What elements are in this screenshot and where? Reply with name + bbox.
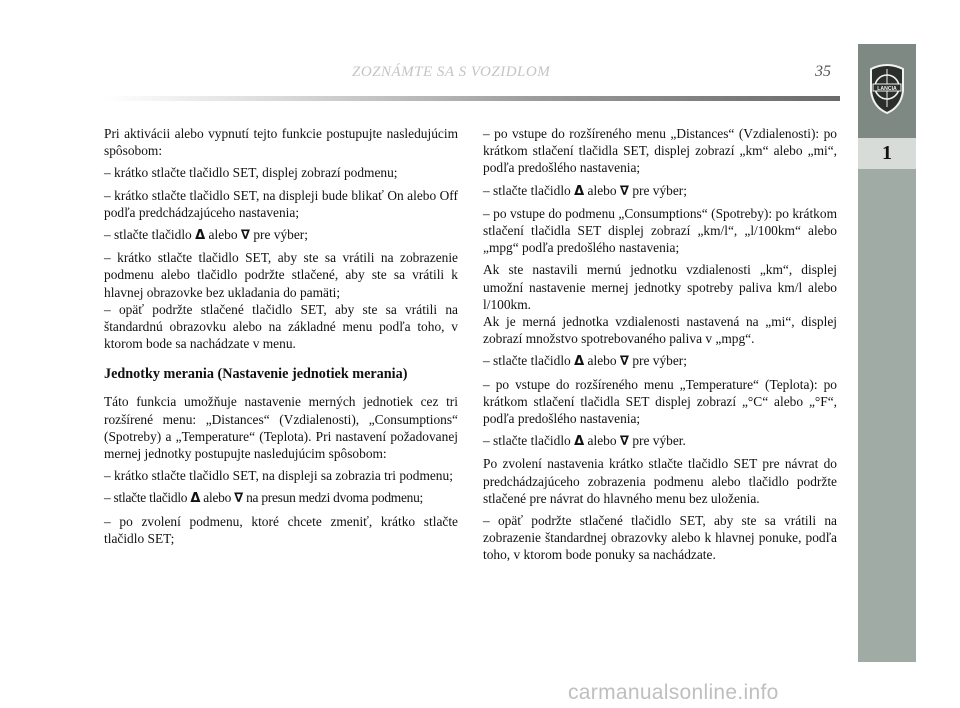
chapter-tab[interactable] — [858, 138, 916, 169]
paragraph: – krátko stlačte tlačidlo SET, na displeji sa zobrazia tri podmenu; — [104, 468, 453, 484]
triangle-up-icon: Δ — [574, 354, 585, 370]
triangle-up-icon: Δ — [574, 434, 585, 450]
paragraph: – po vstupe do rozšíreného menu „Temperature“ (Teplota): po krátkom stlačení tlačidla SET displej zobrazí „°C“ alebo „°F“, podľa predošlého nastavenia; — [483, 376, 837, 427]
triangle-up-icon: Δ — [574, 183, 585, 199]
paragraph: Ak ste nastavili mernú jednotku vzdialenosti „km“, displej umožní nastavenie mernej jednotky spotreby paliva km/l alebo l/100km. — [483, 262, 837, 312]
paragraph: Po zvolení nastavenia krátko stlačte tlačidlo SET pre návrat do predchádzajúceho zobrazenia podmenu alebo tlačidlo podržte stlačené pre návrat do hlavného menu bez uloženia. — [483, 456, 837, 506]
text: pre výber; — [253, 227, 308, 243]
text: alebo — [587, 433, 617, 449]
paragraph — [104, 489, 458, 507]
paragraph — [483, 432, 837, 450]
section-heading: Jednotky merania (Nastavenie jednotiek merania) — [104, 366, 408, 383]
header-rule — [104, 96, 840, 101]
paragraph — [483, 182, 837, 200]
text: alebo — [203, 490, 232, 506]
paragraph: – po vstupe do podmenu „Consumptions“ (Spotreby): po krátkom stlačení tlačidla SET displej zobrazí „km/l“, „l/100km“ alebo „mpg“ podľa predošlého nastavenia; — [483, 205, 837, 256]
paragraph: Táto funkcia umožňuje nastavenie merných jednotiek cez tri rozšírené menu: „Distances“ (Vzdialenosti), „Consumptions“ (Spotreby) a „Temperature“ (Teplota). Pri nastavení požadovanej mernej jednotky postupujte nasledujúcim spôsobom: — [104, 394, 458, 462]
triangle-down-icon: ∇ — [240, 228, 250, 244]
text: pre výber. — [632, 433, 686, 449]
right-column — [483, 125, 837, 569]
text: alebo — [587, 353, 617, 369]
text: pre výber; — [632, 353, 687, 369]
text: – stlačte tlačidlo — [483, 433, 571, 449]
text: na presun medzi dvoma podmenu; — [246, 490, 424, 506]
paragraph: Ak je merná jednotka vzdialenosti nastavená na „mi“, displej zobrazí množstvo spotrebovaného paliva v „mpg“. — [483, 314, 837, 347]
text: – stlačte tlačidlo — [483, 182, 571, 198]
triangle-up-icon: Δ — [195, 228, 206, 244]
paragraph: Pri aktivácii alebo vypnutí tejto funkcie postupujte nasledujúcim spôsobom: — [104, 126, 458, 159]
logo-text: LANCIA — [877, 86, 897, 92]
triangle-down-icon: ∇ — [619, 183, 629, 199]
paragraph: – krátko stlačte tlačidlo SET, aby ste sa vrátili na zobrazenie podmenu alebo tlačidlo podržte stlačené, aby ste sa vrátili k hlavnej obrazovke bez ukladania do pamäti; — [104, 250, 458, 300]
paragraph: – po vstupe do rozšíreného menu „Distances“ (Vzdialenosti): po krátkom stlačení tlačidla SET, displej zobrazí „km“ alebo „mi“, podľa predošlého nastavenia; — [483, 126, 837, 176]
paragraph: – opäť podržte stlačené tlačidlo SET, aby ste sa vrátili na zobrazenie štandardnej obrazovky alebo k hlavnej ponuke, podľa toho, v ktorom bode ponuky sa nachádzate. — [483, 513, 837, 563]
text: – stlačte tlačidlo — [483, 353, 571, 369]
running-header-title: ZOZNÁMTE SA S VOZIDLOM — [352, 64, 551, 80]
lancia-logo-icon — [868, 61, 906, 115]
page-number: 35 — [815, 63, 831, 80]
watermark: carmanualsonline.info — [568, 681, 779, 704]
paragraph: – po zvolení podmenu, ktoré chcete zmeniť, krátko stlačte tlačidlo SET; — [104, 513, 458, 546]
brand-logo-box — [858, 44, 916, 138]
triangle-down-icon: ∇ — [619, 434, 629, 450]
text: alebo — [587, 182, 617, 198]
triangle-down-icon: ∇ — [234, 491, 243, 507]
triangle-up-icon: Δ — [190, 491, 201, 507]
paragraph — [483, 352, 837, 370]
triangle-down-icon: ∇ — [619, 354, 629, 370]
paragraph: – krátko stlačte tlačidlo SET, displej zobrazí podmenu; — [104, 165, 398, 181]
chapter-number: 1 — [882, 142, 892, 164]
text: pre výber; — [632, 182, 687, 198]
paragraph: – opäť podržte stlačené tlačidlo SET, aby ste sa vrátili na štandardnú obrazovku alebo na základné menu podľa toho, v ktorom bode sa nachádzate v menu. — [104, 301, 458, 352]
text: – stlačte tlačidlo — [104, 227, 192, 243]
text: – stlačte tlačidlo — [104, 490, 188, 506]
paragraph — [104, 226, 458, 244]
paragraph: – krátko stlačte tlačidlo SET, na displeji bude blikať On alebo Off podľa predchádzajúceho nastavenia; — [104, 187, 458, 220]
left-column — [104, 125, 458, 552]
text: alebo — [208, 227, 238, 243]
